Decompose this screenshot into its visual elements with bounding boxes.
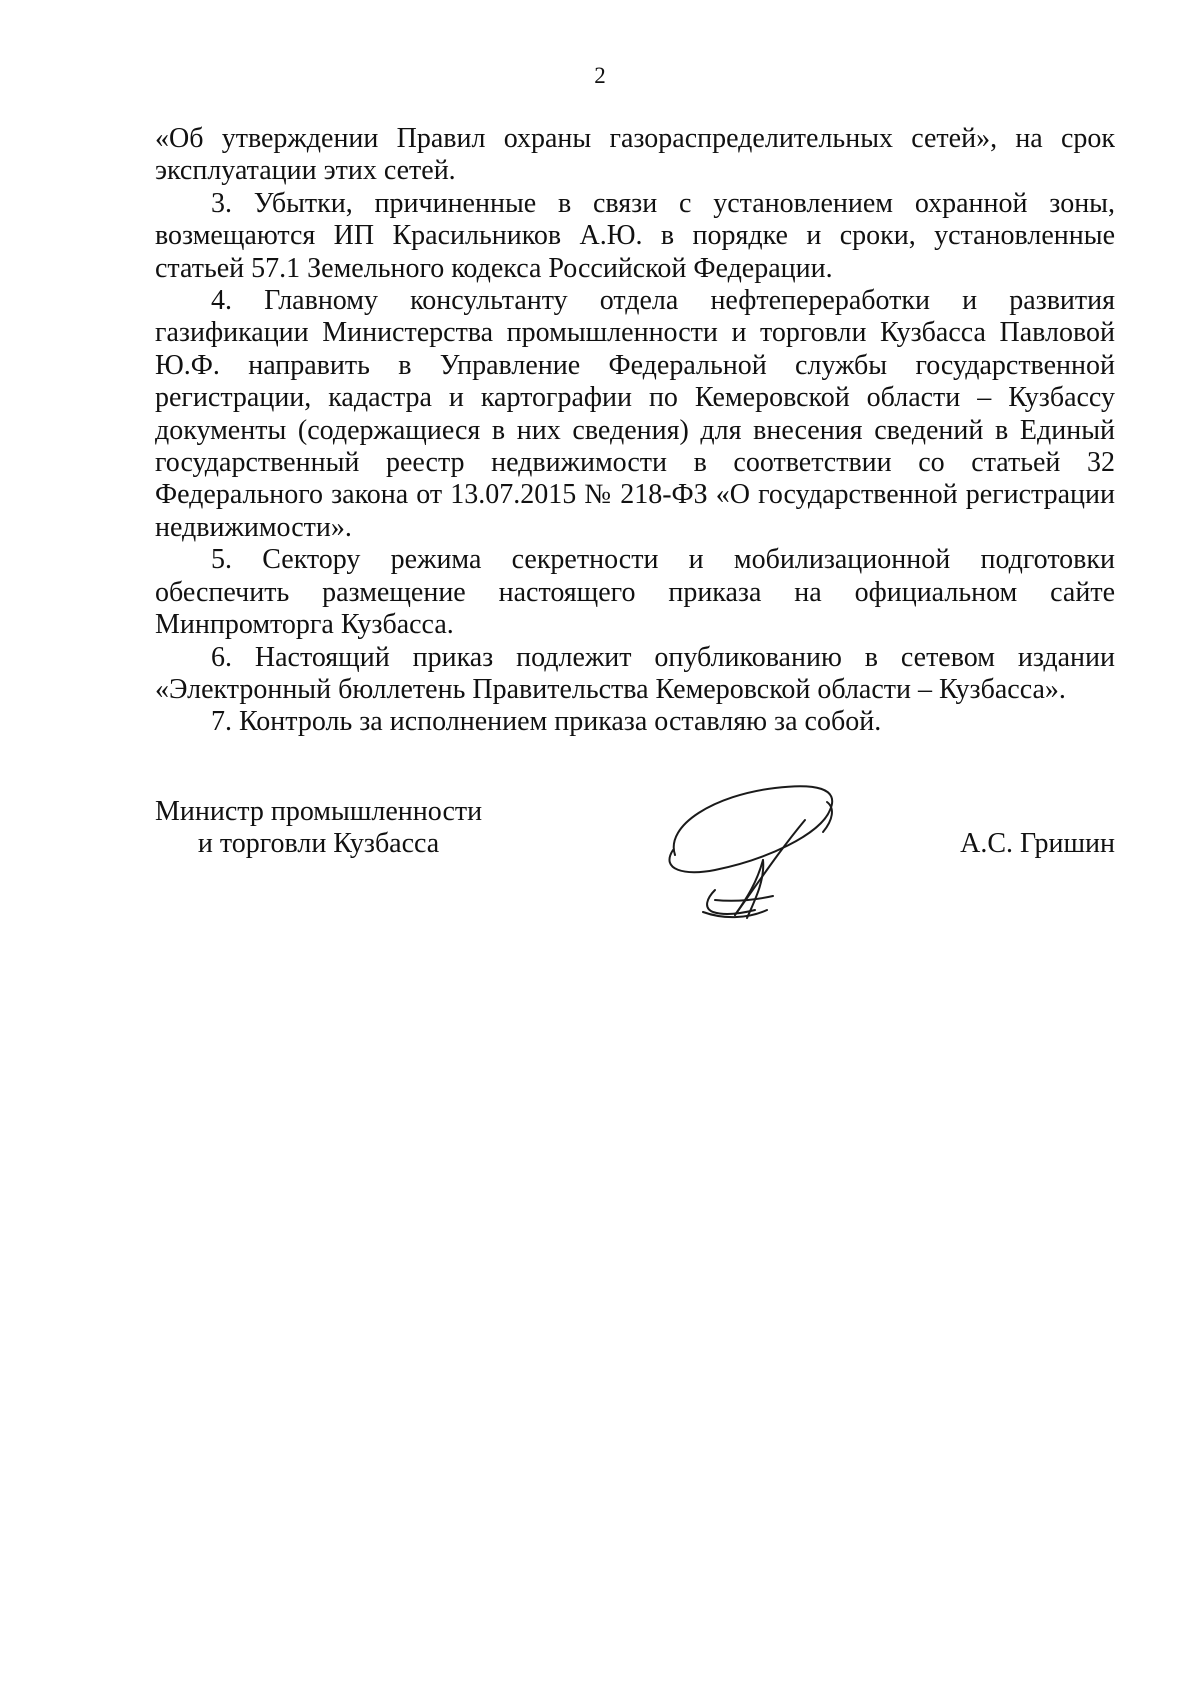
signatory-title <box>155 796 482 860</box>
signatory-title-line-1: Министр промышленности <box>155 796 483 827</box>
signatory-title-line-2: и торговли Кузбасса <box>197 828 440 859</box>
paragraph-item-3: 3. Убытки, причиненные в связи с установлением охранной зоны, возмещаются ИП Красильников А.Ю. в порядке и сроки, установленные статьей 57.1 Земельного кодекса Российской Федерации. <box>155 187 1115 284</box>
paragraph-item-6: 6. Настоящий приказ подлежит опубликованию в сетевом издании «Электронный бюллетень Правительства Кемеровской области – Кузбасса». <box>155 641 1115 705</box>
paragraph-continuation: «Об утверждении Правил охраны газораспределительных сетей», на срок эксплуатации этих сетей. <box>155 123 1115 187</box>
signature-block <box>155 796 1115 936</box>
paragraph-item-4: 4. Главному консультанту отдела нефтепереработки и развития газификации Министерства промышленности и торговли Кузбасса Павловой Ю.Ф. направить в Управление Федеральной службы государственной регистрации, кадастра и картографии по Кемеровской области – Кузбассу документы (содержащиеся в них сведения) для внесения сведений в Единый государственный реестр недвижимости в соответствии со статьей 32 Федерального закона от 13.07.2015 № 218-ФЗ «О государственной регистрации недвижимости». <box>155 285 1115 543</box>
signatory-name: А.С. Гришин <box>960 828 1115 859</box>
paragraph-item-7: 7. Контроль за исполнением приказа оставляю за собой. <box>211 706 882 738</box>
document-body <box>155 123 1115 739</box>
paragraph-item-5: 5. Сектору режима секретности и мобилизационной подготовки обеспечить размещение настоящего приказа на официальном сайте Минпромторга Кузбасса. <box>155 544 1115 641</box>
page-number: 2 <box>594 63 606 88</box>
handwritten-signature <box>655 780 850 930</box>
